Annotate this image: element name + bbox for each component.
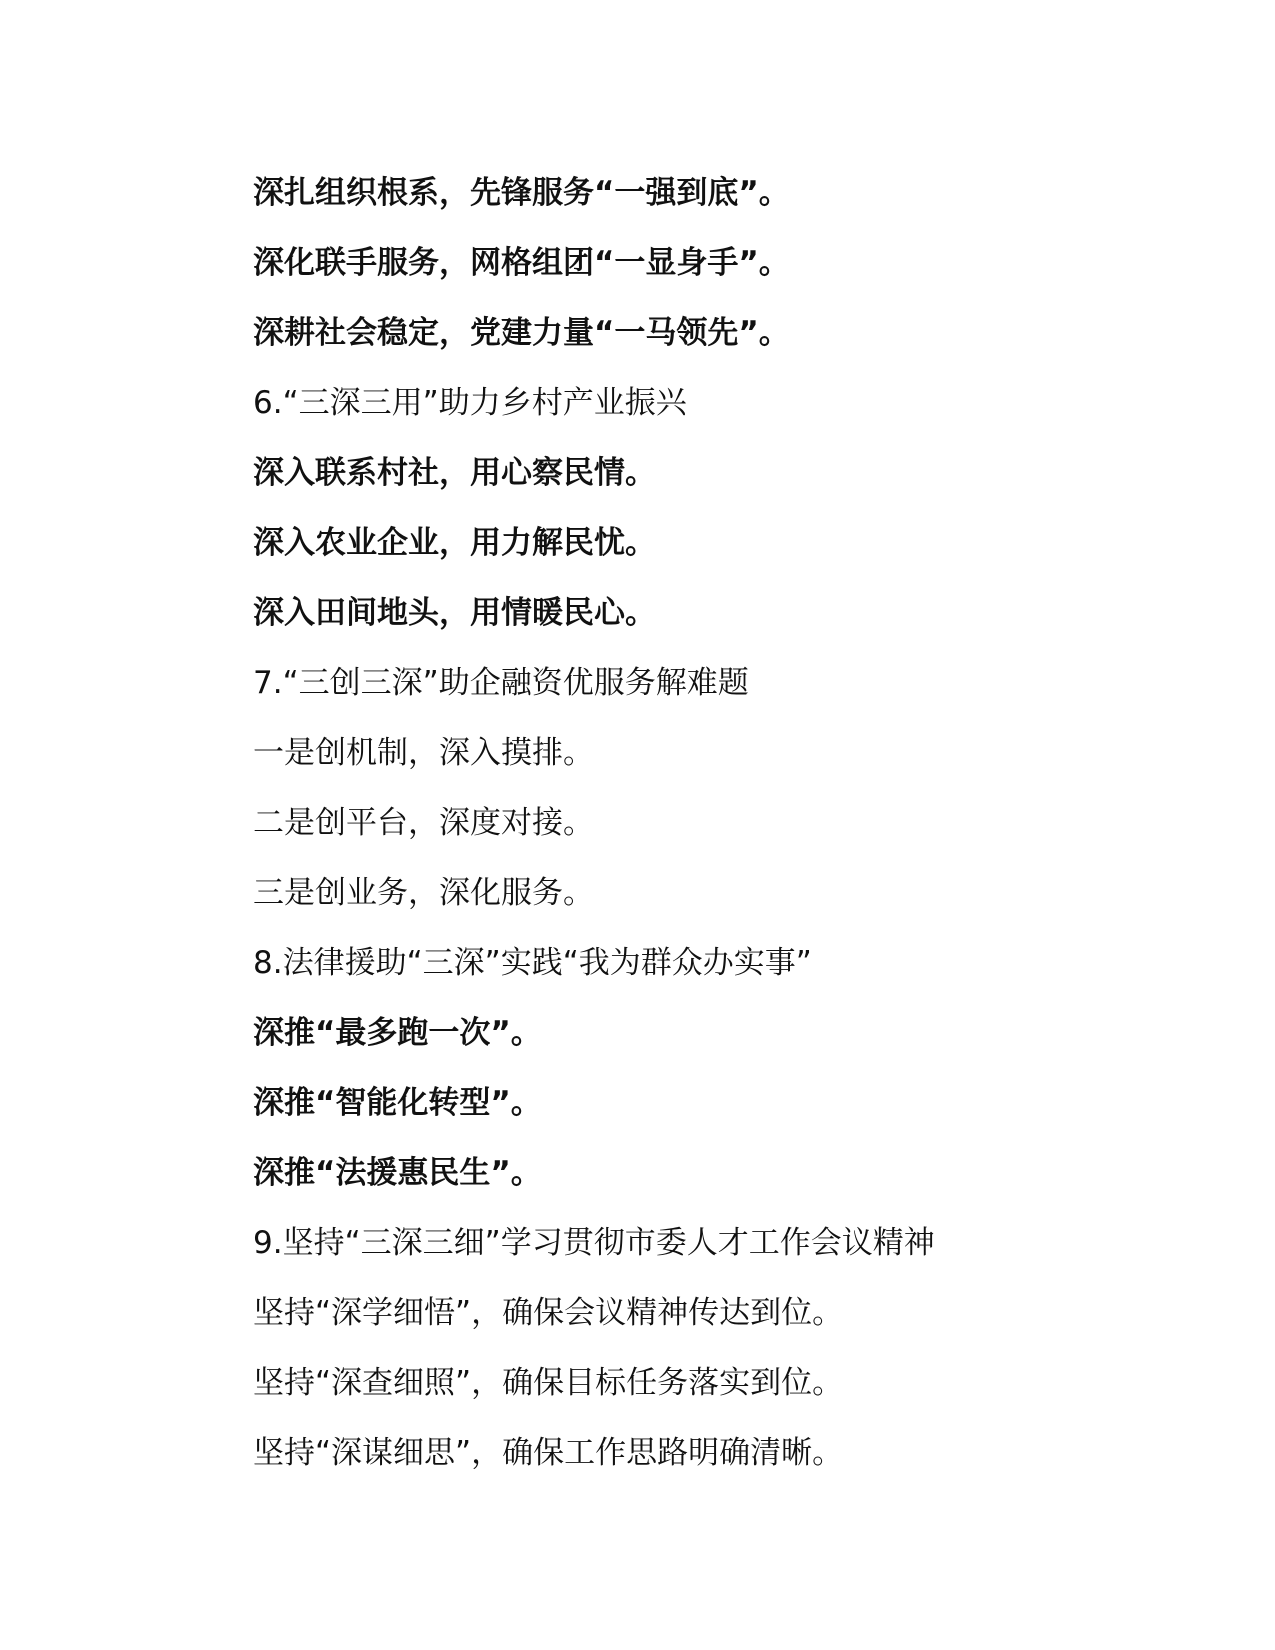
text-line: 深推“最多跑一次”。: [253, 1015, 542, 1051]
text-line: 深推“法援惠民生”。: [253, 1155, 542, 1191]
text-line: 一是创机制，深入摸排。: [253, 735, 594, 771]
text-line: 坚持“深查细照”，确保目标任务落实到位。: [253, 1365, 844, 1401]
text-line: 坚持“深谋细思”，确保工作思路明确清晰。: [253, 1435, 844, 1471]
text-line: 深化联手服务，网格组团“一显身手”。: [253, 245, 790, 281]
section-heading: 7.“三创三深”助企融资优服务解难题: [253, 665, 749, 701]
text-line: 深扎组织根系，先锋服务“一强到底”。: [253, 175, 790, 211]
text-line: 坚持“深学细悟”，确保会议精神传达到位。: [253, 1295, 844, 1331]
text-line: 深推“智能化转型”。: [253, 1085, 542, 1121]
text-line: 深入农业企业，用力解民忧。: [253, 525, 656, 561]
text-line: 二是创平台，深度对接。: [253, 805, 594, 841]
section-heading: 9.坚持“三深三细”学习贯彻市委人才工作会议精神: [253, 1225, 935, 1261]
text-line: 深入联系村社，用心察民情。: [253, 455, 656, 491]
text-line: 三是创业务，深化服务。: [253, 875, 594, 911]
text-line: 深入田间地头，用情暖民心。: [253, 595, 656, 631]
section-heading: 6.“三深三用”助力乡村产业振兴: [253, 385, 687, 421]
text-line: 深耕社会稳定，党建力量“一马领先”。: [253, 315, 790, 351]
section-heading: 8.法律援助“三深”实践“我为群众办实事”: [253, 945, 812, 981]
document-body: [253, 158, 1153, 1488]
